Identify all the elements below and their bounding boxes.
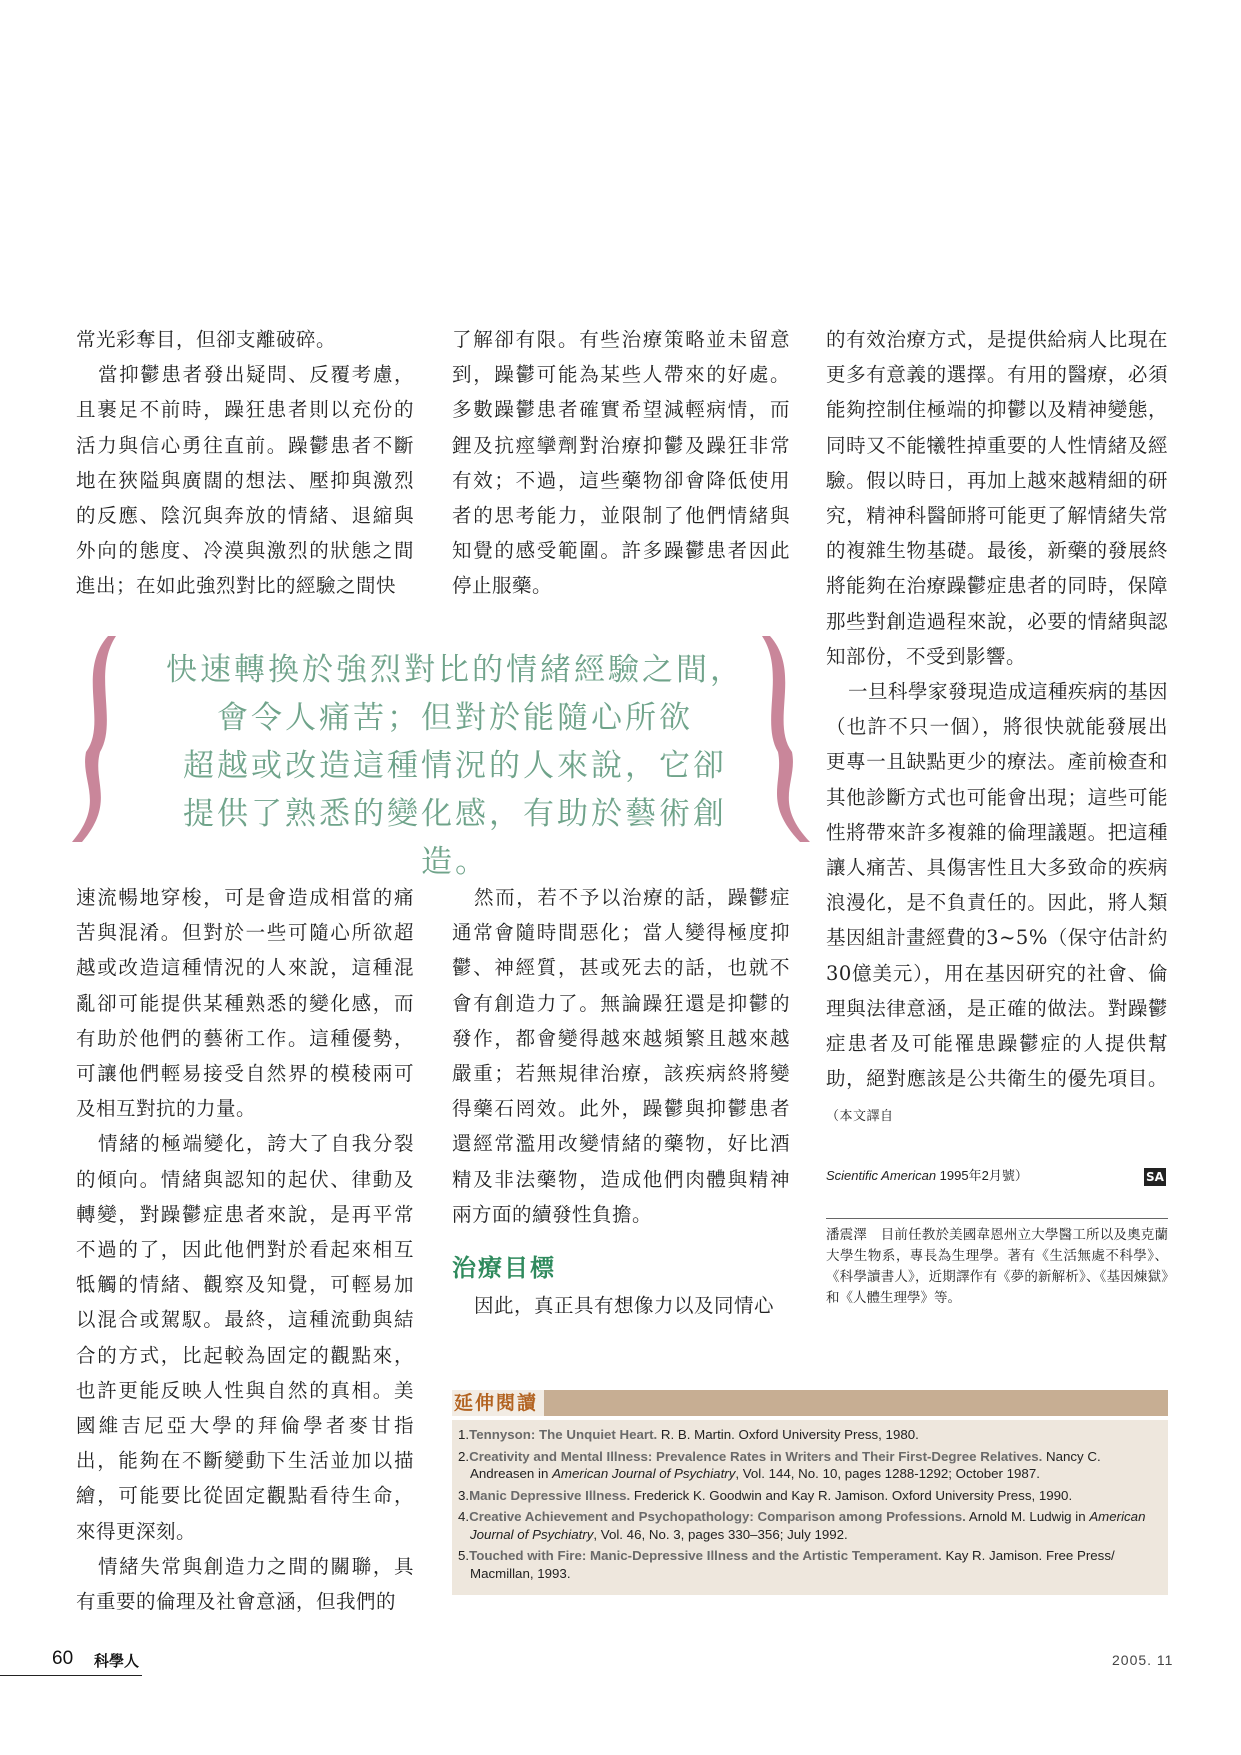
column-2-bottom — [452, 880, 790, 1232]
reading-item-journal: American Journal of Psychiatry — [470, 1509, 1146, 1542]
reading-item-title: Manic Depressive Illness. — [469, 1487, 631, 1503]
magazine-name: 科學人 — [94, 1652, 140, 1670]
reading-item-number: 3. — [458, 1487, 470, 1503]
column-1-bottom — [76, 880, 414, 1619]
further-reading-bar — [452, 1390, 1168, 1416]
source-credit — [826, 1165, 1168, 1184]
reading-item-number: 1. — [458, 1427, 470, 1442]
column-1-top — [76, 322, 414, 604]
reading-item — [458, 1487, 1162, 1505]
paragraph: 速流暢地穿梭，可是會造成相當的痛苦與混淆。但對於一些可隨心所欲超越或改造這種情況的人來說，這種混亂卻可能提供某種熟悉的變化感，而有助於他們的藝術工作。這種優勢，可讓他們輕易接受自然界的模稜兩可及相互對抗的力量。 — [76, 886, 414, 1121]
pull-quote-text — [150, 646, 760, 886]
further-reading — [452, 1390, 1168, 1600]
further-reading-list — [452, 1420, 1168, 1582]
right-bracket — [762, 636, 810, 842]
reading-item-number: 2. — [458, 1448, 470, 1464]
paragraph: 一旦科學家發現造成這種疾病的基因（也許不只一個），將很快就能發展出更專一且缺點更少的療法。產前檢查和其他診斷方式也可能會出現；這些可能性將帶來許多複雜的倫理議題。把這種讓人痛苦、具傷害性且大多致命的疾病浪漫化，是不負責任的。因此，將人類基因組計畫經費的3~5%（保守估計約30億美元），用在基因研究的社會、倫理與法律意涵，是正確的做法。對躁鬱症患者及可能罹患躁鬱症的人提供幫助，絕對應該是公共衛生的優先項目。（本文譯自 — [826, 680, 1169, 1125]
reading-item-author: Kay R. Jamison. Free Press/ Macmillan, 1993. — [470, 1548, 1115, 1581]
reading-item-number: 5. — [458, 1548, 470, 1563]
reading-item-title: Creative Achievement and Psychopathology: Comparison among Professions. — [469, 1509, 966, 1524]
reading-item — [458, 1547, 1162, 1582]
reading-item-title: Creativity and Mental Illness: Prevalence Rates in Writers and Their First-Degree Relatives. — [469, 1448, 1043, 1464]
pull-quote-line: 快速轉換於強烈對比的情緒經驗之間， — [166, 652, 744, 688]
translation-note: （本文譯自 — [826, 1109, 894, 1125]
reading-item-author: Arnold M. Ludwig in — [965, 1509, 1090, 1524]
reading-item-title: Tennyson: The Unquiet Heart. — [469, 1427, 658, 1442]
reading-item-details: , Vol. 144, No. 10, pages 1288-1292; October 1987. — [735, 1466, 1040, 1481]
pull-quote-line: 提供了熟悉的變化感，有助於藝術創造。 — [183, 796, 727, 880]
author-bio: 潘震澤 目前任教於美國韋恩州立大學醫工所以及奧克蘭大學生物系，專長為生理學。著有《生活無處不科學》、《科學讀書人》，近期譯作有《夢的新解析》、《基因煉獄》和《人體生理學》等。 — [826, 1218, 1168, 1309]
paragraph: 的有效治療方式，是提供給病人比現在更多有意義的選擇。有用的醫療，必須能夠控制住極端的抑鬱以及精神變態，同時又不能犧牲掉重要的人性情緒及經驗。假以時日，再加上越來越精細的研究，精神科醫師將可能更了解情緒失常的複雜生物基礎。最後，新藥的發展終將能夠在治療躁鬱症患者的同時，保障那些對創造過程來說，必要的情緒與認知部份，不受到影響。 — [826, 328, 1168, 668]
sa-logo: SA — [1144, 1168, 1166, 1186]
pull-quote-line: 會令人痛苦；但對於能隨心所欲 — [217, 700, 693, 736]
paragraph: 然而，若不予以治療的話，躁鬱症通常會隨時間惡化；當人變得極度抑鬱、神經質，甚或死去的話，也就不會有創造力了。無論躁狂還是抑鬱的發作，都會變得越來越頻繁且越來越嚴重；若無規律治療，該疾病終將變得藥石罔效。此外，躁鬱與抑鬱患者還經常濫用改變情緒的藥物，好比酒精及非法藥物，造成他們肉體與精神兩方面的續發性負擔。 — [452, 886, 790, 1226]
reading-item-details: , Vol. 46, No. 3, pages 330–356; July 1992. — [593, 1526, 848, 1542]
paragraph: 情緒失常與創造力之間的關聯，具有重要的倫理及社會意涵，但我們的 — [76, 1554, 414, 1614]
further-reading-body — [452, 1420, 1168, 1595]
pull-quote — [70, 632, 822, 880]
issue-date: 2005. 11 — [1112, 1652, 1174, 1668]
column-2-top — [452, 322, 790, 604]
reading-item-author: Nancy C. Andreasen in — [470, 1448, 1101, 1481]
paragraph: 因此，真正具有想像力以及同情心 — [474, 1294, 775, 1317]
further-reading-title: 延伸閱讀 — [452, 1390, 544, 1416]
left-bracket — [72, 636, 116, 842]
paragraph: 常光彩奪目，但卻支離破碎。 — [76, 328, 337, 351]
page-number: 60 — [52, 1648, 74, 1669]
source-journal: Scientific American — [826, 1168, 937, 1183]
footer-rule — [0, 1675, 142, 1676]
reading-item — [458, 1426, 1162, 1444]
paragraph: 了解卻有限。有些治療策略並未留意到，躁鬱可能為某些人帶來的好處。多數躁鬱患者確實希望減輕病情，而鋰及抗痙攣劑對治療抑鬱及躁狂非常有效；不過，這些藥物卻會降低使用者的思考能力，並限制了他們情緒與知覺的感受範圍。許多躁鬱患者因此停止服藥。 — [452, 328, 790, 598]
reading-item-title: Touched with Fire: Manic-Depressive Illness and the Artistic Temperament. — [469, 1548, 942, 1563]
reading-item-author: R. B. Martin. Oxford University Press, 1980. — [657, 1427, 919, 1442]
column-3 — [826, 322, 1168, 1135]
reading-item — [458, 1448, 1162, 1483]
reading-item-author: Frederick K. Goodwin and Kay R. Jamison. Oxford University Press, 1990. — [630, 1487, 1073, 1503]
paragraph: 當抑鬱患者發出疑問、反覆考慮，且裹足不前時，躁狂患者則以充份的活力與信心勇往直前。躁鬱患者不斷地在狹隘與廣闊的想法、壓抑與激烈的反應、陰沉與奔放的情緒、退縮與外向的態度、冷漠與激烈的狀態之間進出；在如此強烈對比的經驗之間快 — [76, 363, 414, 598]
paragraph: 情緒的極端變化，誇大了自我分裂的傾向。情緒與認知的起伏、律動及轉變，對躁鬱症患者來說，是再平常不過的了，因此他們對於看起來相互牴觸的情緒、觀察及知覺，可輕易加以混合或駕馭。最終，這種流動與結合的方式，比起較為固定的觀點來，也許更能反映人性與自然的真相。美國維吉尼亞大學的拜倫學者麥甘指出，能夠在不斷變動下生活並加以描繪，可能要比從固定觀點看待生命，來得更深刻。 — [76, 1132, 414, 1543]
reading-item-number: 4. — [458, 1509, 470, 1524]
section-heading: 治療目標 — [452, 1254, 556, 1282]
reading-item — [458, 1508, 1162, 1543]
source-issue: 1995年2月號） — [936, 1168, 1028, 1183]
column-2-tail — [452, 1288, 790, 1323]
pull-quote-line: 超越或改造這種情況的人來說，它卻 — [183, 748, 727, 784]
reading-item-journal: American Journal of Psychiatry — [552, 1466, 736, 1481]
